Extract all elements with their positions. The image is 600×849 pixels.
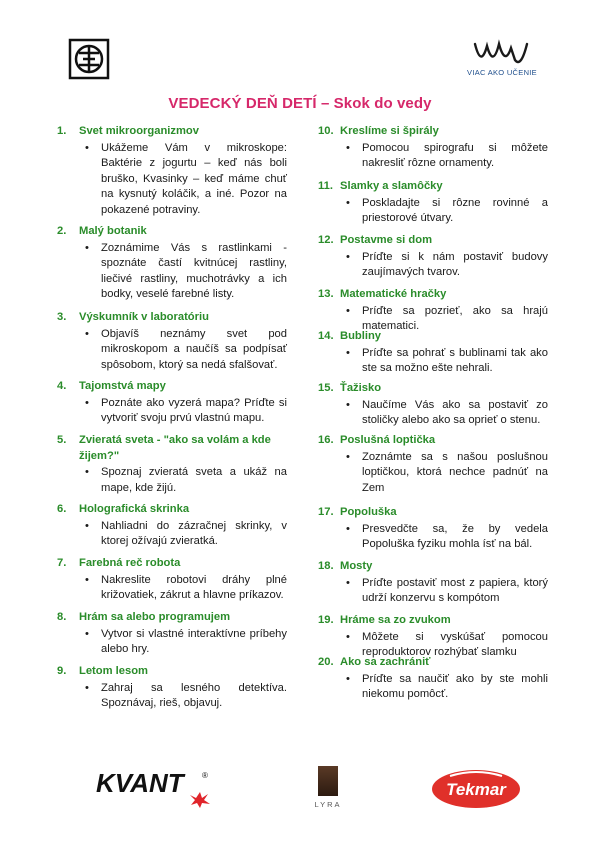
item-title: Hrám sa alebo programujem	[79, 611, 231, 623]
bullet-dot-icon: •	[85, 627, 89, 640]
kvant-registered-mark: ®	[202, 771, 208, 780]
item-text: Naučíme Vás ako sa postaviť zo stoličky alebo ako sa oprieť o stenu.	[362, 398, 548, 426]
list-item: 20. Ako sa zachrániť • Príďte sa naučiť ako by ste mohli niekomu pomôcť.	[318, 656, 548, 700]
bullet-dot-icon: •	[346, 196, 350, 209]
item-title: Hráme sa zo zvukom	[340, 614, 451, 626]
list-item: 4. Tajomstvá mapy • Poznáte ako vyzerá mapa? Príďte si vytvoriť svoju prvú vlastnú mapu.	[57, 380, 287, 424]
kvant-star-icon	[190, 792, 210, 808]
item-title: Holografická skrinka	[79, 503, 190, 515]
bullet-dot-icon: •	[346, 398, 350, 411]
item-text: Poskladajte si rôzne rovinné a priestorové útvary.	[362, 196, 548, 224]
item-title: Popoluška	[340, 506, 397, 518]
list-item: 9. Letom lesom • Zahraj sa lesného detektíva. Spoznávaj, rieš, objavuj.	[57, 665, 287, 709]
item-text: Zoznámte sa s našou poslušnou loptičkou, ktorá nechce padnúť na Zem	[362, 450, 548, 494]
kvant-wordmark: KVANT	[96, 768, 184, 798]
item-title: Postavme si dom	[340, 234, 433, 246]
list-item: 2. Malý botanik • Zoznámime Vás s rastlinkami - spoznáte častí kvitnúcej rastliny, liečivé rastliny, muchotrávky a ich bodky, veselé farebné listy.	[57, 225, 287, 300]
item-text: Môžete si vyskúšať pomocou reproduktorov rozhýbať slamku	[362, 630, 548, 658]
bullet-dot-icon: •	[346, 672, 350, 685]
item-title: Mosty	[340, 560, 373, 572]
list-item: 13. Matematické hračky • Príďte sa pozrieť, ako sa hrajú matematici.	[318, 288, 548, 332]
item-title: Ťažisko	[340, 382, 382, 394]
bullet-dot-icon: •	[85, 519, 89, 532]
lyra-mark-icon	[318, 766, 338, 796]
page-title: VEDECKÝ DEŇ DETÍ – Skok do vedy	[168, 95, 432, 112]
bullet-dot-icon: •	[346, 250, 350, 263]
list-item: 19. Hráme sa zo zvukom • Môžete si vyskúšať pomocou reproduktorov rozhýbať slamku	[318, 614, 548, 658]
item-title: Tajomstvá mapy	[79, 380, 166, 392]
list-item: 7. Farebná reč robota • Nakreslite robotovi dráhy plné križovatiek, zákrut a hlavne príkazov.	[57, 557, 287, 601]
item-title: Slamky a slamôčky	[340, 180, 443, 192]
bullet-dot-icon: •	[85, 327, 89, 340]
bullet-dot-icon: •	[85, 141, 89, 154]
list-item: 16. Poslušná loptička • Zoznámte sa s našou poslušnou loptičkou, ktorá nechce padnúť na Zem	[318, 434, 548, 494]
item-text: Príďte postaviť most z papiera, ktorý udrží konzervu s kompótom	[362, 576, 548, 604]
bullet-dot-icon: •	[346, 630, 350, 643]
bullet-dot-icon: •	[85, 573, 89, 586]
item-text: Ukážeme Vám v mikroskope: Baktérie z jogurtu – keď nás boli bruško, Kvasinky – keď máme chuť na kysnutý koláčik, a iné. Pozor na pokazené potraviny.	[101, 141, 287, 216]
item-text: Príďte sa naučiť ako by ste mohli niekomu pomôcť.	[362, 672, 548, 700]
item-title: Poslušná loptička	[340, 434, 436, 446]
bullet-dot-icon: •	[346, 450, 350, 463]
vau-logo	[466, 38, 538, 86]
kvant-logo	[96, 768, 216, 813]
list-item: 10. Kreslíme si špirály • Pomocou spirografu si môžete nakresliť rôzne ornamenty.	[318, 125, 548, 169]
item-title: Farebná reč robota	[79, 557, 181, 569]
vau-logo-icon	[471, 38, 533, 72]
bullet-dot-icon: •	[346, 141, 350, 154]
item-title: Matematické hračky	[340, 288, 447, 300]
item-text: Nakreslite robotovi dráhy plné križovatiek, zákrut a hlavne príkazov.	[101, 573, 287, 601]
list-item: 11. Slamky a slamôčky • Poskladajte si rôzne rovinné a priestorové útvary.	[318, 180, 548, 224]
item-title: Letom lesom	[79, 665, 149, 677]
item-title: Bubliny	[340, 330, 382, 342]
item-text: Objavíš neznámy svet pod mikroskopom a naučíš sa podpísať spôsobom, ktorý sa nedá sfalšovať.	[101, 327, 287, 371]
item-title: Malý botanik	[79, 225, 147, 237]
item-text: Príďte sa pohrať s bublinami tak ako ste sa možno ešte nehrali.	[362, 346, 548, 374]
item-text: Spoznaj zvieratá sveta a ukáž na mape, kde žijú.	[101, 466, 287, 494]
item-text: Zoznámime Vás s rastlinkami - spoznáte častí kvitnúcej rastliny, liečivé rastliny, muchotrávky a ich bodky, veselé farebné listy.	[101, 241, 287, 300]
list-item: 14. Bubliny • Príďte sa pohrať s bublinami tak ako ste sa možno ešte nehrali.	[318, 330, 548, 374]
lyra-logo	[308, 766, 348, 809]
vau-tagline: VIAC AKO UČENIE	[467, 68, 537, 77]
bullet-dot-icon: •	[85, 466, 89, 478]
item-text: Príďte sa pozrieť, ako sa hrajú matematici.	[362, 304, 548, 332]
item-text: Nahliadni do zázračnej skrinky, v ktorej ožívajú zvieratká.	[101, 519, 287, 547]
bullet-dot-icon: •	[85, 396, 89, 409]
item-text: Pomocou spirografu si môžete nakresliť rôzne ornamenty.	[362, 141, 548, 169]
item-title: Ako sa zachrániť	[340, 656, 431, 668]
bullet-dot-icon: •	[346, 576, 350, 589]
item-text: Poznáte ako vyzerá mapa? Príďte si vytvoriť svoju prvú vlastnú mapu.	[101, 396, 287, 424]
item-title: Kreslíme si špirály	[340, 125, 439, 137]
item-title: Zvieratá sveta - "ako sa volám a kde žijem?"	[79, 434, 271, 462]
list-item: 12. Postavme si dom • Príďte si k nám postaviť budovy zaujímavých tvarov.	[318, 234, 548, 278]
list-item: 6. Holografická skrinka • Nahliadni do zázračnej skrinky, v ktorej ožívajú zvieratká.	[57, 503, 287, 547]
list-item: 1. Svet mikroorganizmov • Ukážeme Vám v mikroskope: Baktérie z jogurtu – keď nás boli bruško, Kvasinky – keď máme chuť na kysnutý koláčik, a iné. Pozor na pokazené potraviny.	[57, 125, 287, 216]
header	[68, 38, 538, 86]
school-emblem-icon	[68, 38, 110, 80]
left-column	[57, 124, 287, 718]
item-text: Zahraj sa lesného detektíva. Spoznávaj, rieš, objavuj.	[101, 681, 287, 709]
list-item: 18. Mosty • Príďte postaviť most z papiera, ktorý udrží konzervu s kompótom	[318, 560, 548, 604]
bullet-dot-icon: •	[346, 304, 350, 317]
sponsor-logos	[0, 764, 600, 814]
item-text: Presvedčte sa, že by vedela Popoluška fyziku mohla ísť na bál.	[362, 522, 548, 550]
bullet-dot-icon: •	[85, 241, 89, 254]
bullet-dot-icon: •	[346, 346, 350, 359]
bullet-dot-icon: •	[85, 681, 89, 694]
tekmar-logo	[430, 768, 522, 815]
item-text: Príďte si k nám postaviť budovy zaujímavých tvarov.	[362, 250, 548, 278]
list-item: 15. Ťažisko • Naučíme Vás ako sa postaviť zo stoličky alebo ako sa oprieť o stenu.	[318, 382, 548, 426]
lyra-wordmark: LYRA	[314, 800, 342, 809]
item-title: Výskumník v laboratóriu	[79, 311, 209, 323]
tekmar-wordmark: Tekmar	[446, 780, 506, 799]
item-title: Svet mikroorganizmov	[79, 125, 199, 137]
list-item: 5. Zvieratá sveta - "ako sa volám a kde žijem?" • Spoznaj zvieratá sveta a ukáž na mape, kde žijú.	[57, 434, 287, 494]
list-item: 17. Popoluška • Presvedčte sa, že by vedela Popoluška fyziku mohla ísť na bál.	[318, 506, 548, 550]
bullet-dot-icon: •	[346, 522, 350, 535]
right-column	[318, 124, 548, 699]
item-text: Vytvor si vlastné interaktívne príbehy alebo hry.	[101, 627, 287, 655]
list-item: 3. Výskumník v laboratóriu • Objavíš neznámy svet pod mikroskopom a naučíš sa podpísať spôsobom, ktorý sa nedá sfalšovať.	[57, 311, 287, 371]
list-item: 8. Hrám sa alebo programujem • Vytvor si vlastné interaktívne príbehy alebo hry.	[57, 611, 287, 655]
